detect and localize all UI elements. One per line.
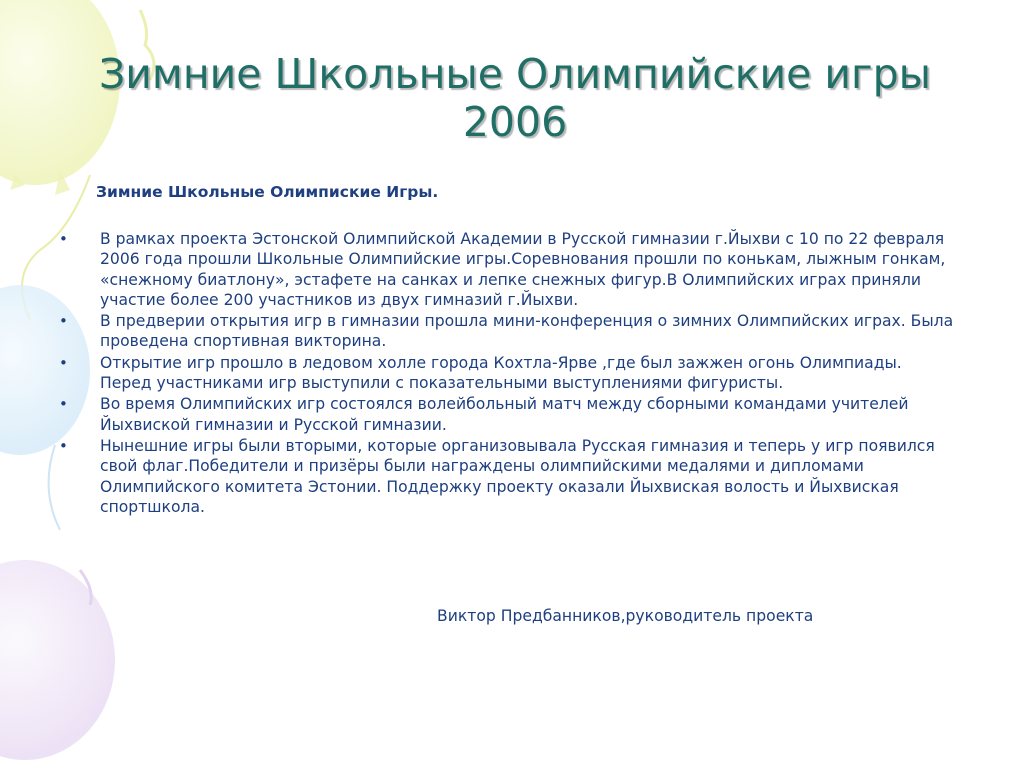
author-signature: Виктор Предбанников,руководитель проекта bbox=[437, 607, 814, 625]
bullet-text: В рамках проекта Эстонской Олимпийской Академии в Русской гимназии г.Йыхви с 10 по 22 февраля 2006 года прошли Школьные Олимпийские игры.Соревнования прошли по конькам, лыжным гонкам, «снежному биатлону», эстафете на санках и лепке снежных фигур.В Олимпийских играх приняли участие более 200 участников из двух гимназий г.Йыхви. bbox=[100, 230, 946, 309]
bullet-item bbox=[56, 353, 956, 394]
bullet-item bbox=[56, 394, 956, 435]
bullet-dot-icon: • bbox=[59, 230, 68, 248]
bullet-list bbox=[56, 229, 956, 518]
bullet-dot-icon: • bbox=[59, 353, 68, 372]
bullet-text: Во время Олимпийских игр состоялся волейбольный матч между сборными командами учителей Йыхвиской гимназии и Русской гимназии. bbox=[100, 395, 909, 434]
bullet-dot-icon: • bbox=[59, 436, 68, 455]
bullet-dot-icon: • bbox=[59, 395, 68, 414]
bullet-item bbox=[56, 311, 956, 352]
slide-subtitle: Зимние Школьные Олимпиские Игры. bbox=[96, 183, 439, 201]
bullet-text: Открытие игр прошло в ледовом холле города Кохтла-Ярве ,где был зажжен огонь Олимпиады. Перед участниками игр выступили с показательными выступлениями фигуристы. bbox=[100, 353, 902, 393]
slide-title: Зимние Школьные Олимпийские игры 2006 bbox=[98, 50, 931, 146]
bullet-dot-icon: • bbox=[59, 312, 68, 331]
bullet-item bbox=[56, 436, 956, 517]
bullet-item bbox=[56, 229, 956, 310]
bullet-text: В предверии открытия игр в гимназии прошла мини-конференция о зимних Олимпийских играх. Была проведена спортивная викторина. bbox=[100, 312, 954, 351]
bullet-text: Нынешние игры были вторыми, которые организовывала Русская гимназия и теперь у игр появился свой флаг.Победители и призёры были награждены олимпийскими медалями и дипломами Олимпийского комитета Эстонии. Поддержку проекту оказали Йыхвиская волость и Йыхвиская спортшкола. bbox=[100, 436, 935, 516]
